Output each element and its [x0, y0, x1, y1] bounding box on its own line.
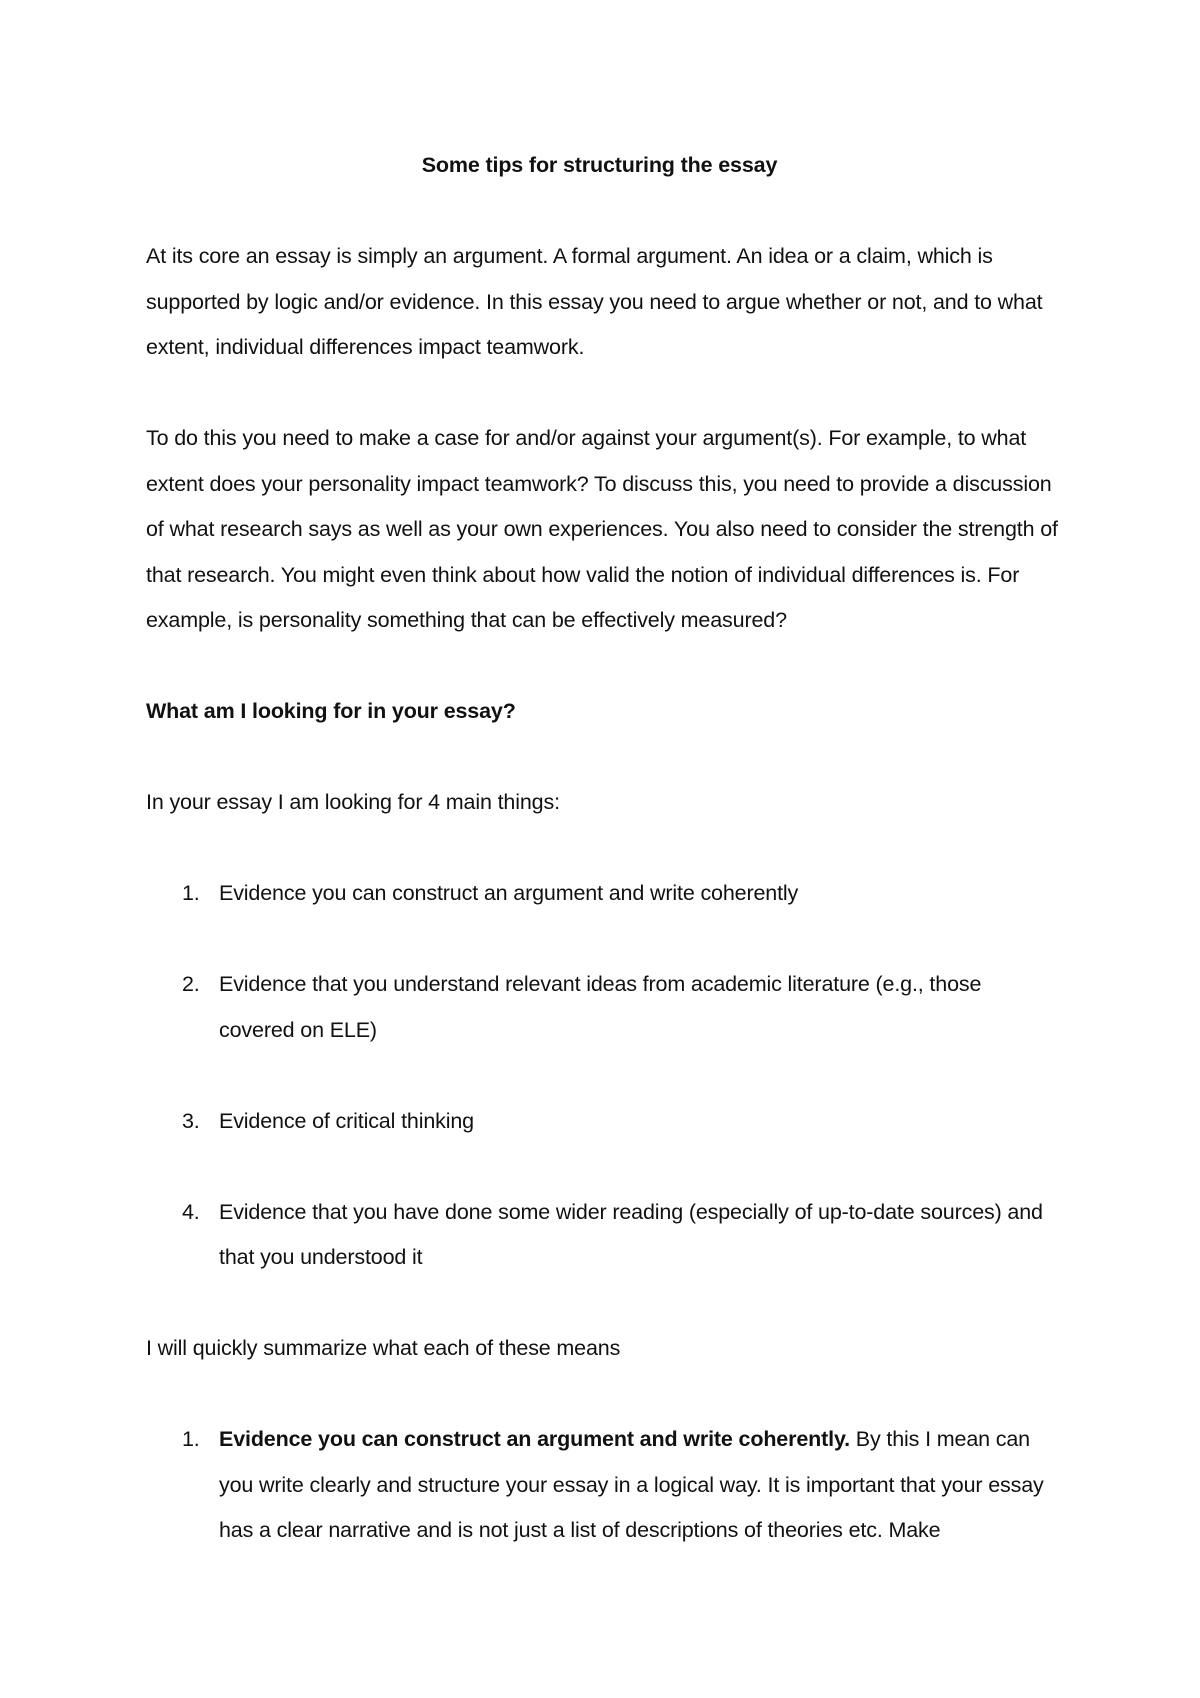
summary-intro: I will quickly summarize what each of these means: [146, 1336, 621, 1360]
list-number: 1.: [182, 881, 200, 905]
list-item: [146, 1099, 1061, 1145]
list-number: 1.: [182, 1427, 200, 1451]
list-item-text: By this I mean can you write clearly and structure your essay in a logical way. It is important that your essay has a clear narrative and is not just a list of descriptions of theories etc. Make: [219, 1427, 1044, 1542]
page-title: Some tips for structuring the essay: [421, 153, 778, 177]
list-item-text: Evidence that you understand relevant ideas from academic literature (e.g., those covered on ELE): [219, 972, 982, 1042]
section-heading: What am I looking for in your essay?: [146, 699, 516, 723]
paragraph-case: To do this you need to make a case for and/or against your argument(s). For example, to what extent does your personality impact teamwork? To discuss this, you need to provide a discussion of what research says as well as your own experiences. You also need to consider the strength of that research. You might even think about how valid the notion of individual differences is. For example, is personality something that can be effectively measured?: [146, 426, 1058, 632]
list-number: 3.: [182, 1108, 200, 1133]
summary-list: [146, 1417, 1061, 1554]
document-body: [146, 143, 1061, 1599]
list-number: 2.: [182, 972, 200, 996]
list-item: [146, 871, 1061, 917]
list-item: [146, 1190, 1061, 1281]
list-item: [146, 1417, 1061, 1554]
list-item-lead: Evidence you can construct an argument and write coherently.: [219, 1427, 850, 1451]
main-things-list: [146, 871, 1061, 1281]
list-item: [146, 962, 1061, 1053]
list-intro: In your essay I am looking for 4 main things:: [146, 790, 560, 814]
paragraph-intro: At its core an essay is simply an argument. A formal argument. An idea or a claim, which is supported by logic and/or evidence. In this essay you need to argue whether or not, and to what extent, individual differences impact teamwork.: [146, 244, 1043, 359]
list-number: 4.: [182, 1199, 200, 1224]
list-item-text: Evidence of critical thinking: [219, 1108, 474, 1133]
list-item-text: Evidence you can construct an argument and write coherently: [219, 881, 799, 905]
list-item-text: Evidence that you have done some wider reading (especially of up-to-date sources) and that you understood it: [219, 1199, 1043, 1269]
